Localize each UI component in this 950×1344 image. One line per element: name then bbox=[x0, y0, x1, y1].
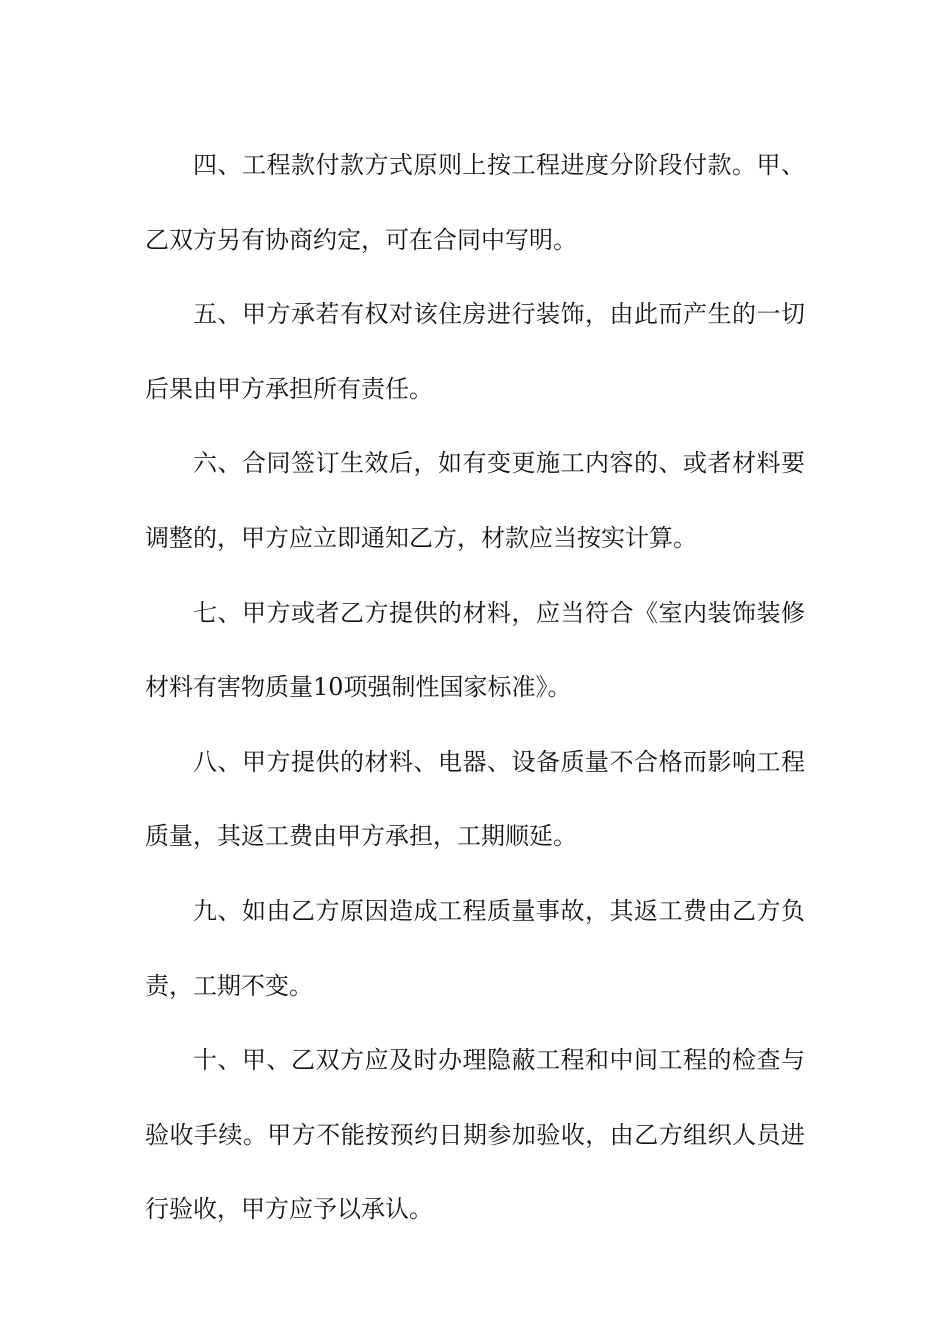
clause-10: 十、甲、乙双方应及时办理隐蔽工程和中间工程的检查与验收手续。甲方不能按预约日期参加验收，由乙方组织人员进行验收，甲方应予以承认。 bbox=[145, 1046, 805, 1224]
clause-9: 九、如由乙方原因造成工程质量事故，其返工费由乙方负责，工期不变。 bbox=[145, 896, 805, 1000]
clause-6: 六、合同签订生效后，如有变更施工内容的、或者材料要调整的，甲方应立即通知乙方，材款应当按实计算。 bbox=[145, 449, 805, 552]
clause-8: 八、甲方提供的材料、电器、设备质量不合格而影响工程质量，其返工费由甲方承担，工期顺延。 bbox=[145, 747, 805, 851]
contract-body bbox=[145, 128, 805, 1247]
clause-4: 四、工程款付款方式原则上按工程进度分阶段付款。甲、乙双方另有协商约定，可在合同中写明。 bbox=[145, 151, 805, 254]
clause-7: 七、甲方或者乙方提供的材料，应当符合《室内装饰装修材料有害物质量10项强制性国家标准》。 bbox=[145, 598, 805, 702]
clause-5: 五、甲方承若有权对该住房进行装饰，由此而产生的一切后果由甲方承担所有责任。 bbox=[145, 300, 805, 403]
